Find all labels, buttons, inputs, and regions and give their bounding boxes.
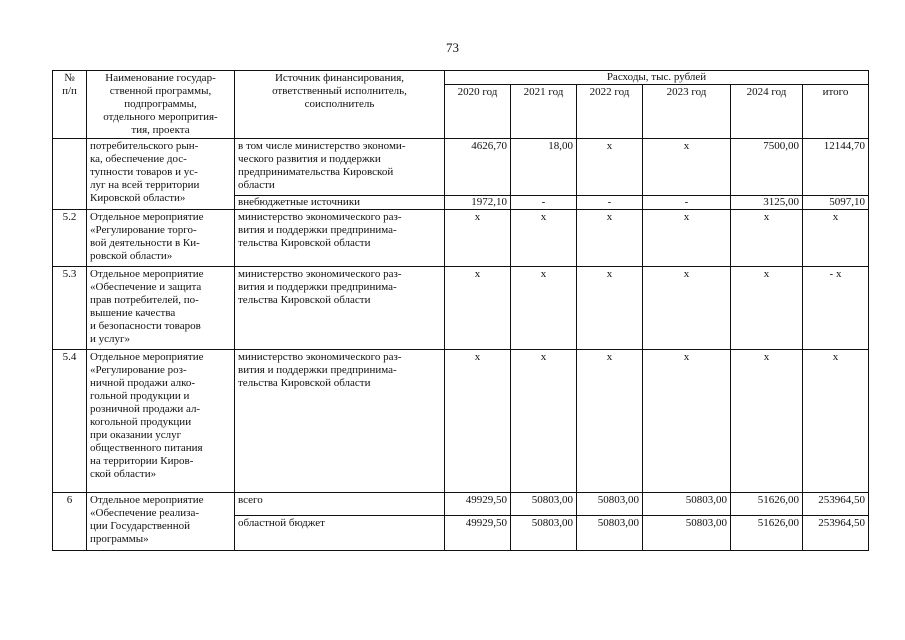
row-num: 5.2 — [53, 210, 87, 267]
cell-total: - x — [803, 267, 869, 350]
row-source: областной бюджет — [235, 516, 445, 551]
row-num — [53, 139, 87, 210]
row-name: потребительского рын- ка, обеспечение дос- тупности товаров и ус- луг на всей территории Кировской области» — [87, 139, 235, 210]
header-year-2020: 2020 год — [445, 85, 511, 139]
cell-2022: x — [577, 267, 643, 350]
table-row — [53, 350, 869, 493]
budget-table — [52, 70, 869, 551]
cell-2021: x — [511, 267, 577, 350]
cell-2022: x — [577, 139, 643, 196]
table-row — [53, 267, 869, 350]
row-source: министерство экономического раз- вития и поддержки предпринима- тельства Кировской области — [235, 210, 445, 267]
row-num: 5.4 — [53, 350, 87, 493]
table-row — [53, 210, 869, 267]
cell-total: 5097,10 — [803, 196, 869, 210]
header-year-2024: 2024 год — [731, 85, 803, 139]
header-year-2023: 2023 год — [643, 85, 731, 139]
cell-total: 253964,50 — [803, 516, 869, 551]
cell-2024: 3125,00 — [731, 196, 803, 210]
cell-2023: - — [643, 196, 731, 210]
cell-2020: 4626,70 — [445, 139, 511, 196]
header-name: Наименование государ- ственной программы, подпрограммы, отдельного меропрития- тия, проекта — [87, 71, 235, 139]
cell-2024: x — [731, 267, 803, 350]
cell-2022: x — [577, 350, 643, 493]
cell-2020: 49929,50 — [445, 516, 511, 551]
cell-2023: x — [643, 350, 731, 493]
cell-2021: 50803,00 — [511, 516, 577, 551]
cell-2022: 50803,00 — [577, 493, 643, 516]
cell-total: 253964,50 — [803, 493, 869, 516]
cell-total: 12144,70 — [803, 139, 869, 196]
cell-total: x — [803, 350, 869, 493]
cell-2023: x — [643, 267, 731, 350]
cell-2023: x — [643, 210, 731, 267]
cell-2021: x — [511, 350, 577, 493]
cell-2024: 51626,00 — [731, 493, 803, 516]
cell-2022: 50803,00 — [577, 516, 643, 551]
cell-2021: x — [511, 210, 577, 267]
cell-2020: x — [445, 210, 511, 267]
cell-2024: x — [731, 350, 803, 493]
row-name: Отдельное мероприятие «Регулирование роз- ничной продажи алко- гольной продукции и розничной продажи ал- когольной продукции при оказании услуг общественного питания на территории Киров- ской области» — [87, 350, 235, 493]
cell-2021: - — [511, 196, 577, 210]
cell-2023: 50803,00 — [643, 516, 731, 551]
cell-total: x — [803, 210, 869, 267]
row-source: министерство экономического раз- вития и поддержки предпринима- тельства Кировской области — [235, 267, 445, 350]
header-source: Источник финансирования, ответственный исполнитель, соисполнитель — [235, 71, 445, 139]
cell-2023: 50803,00 — [643, 493, 731, 516]
cell-2021: 18,00 — [511, 139, 577, 196]
row-name: Отдельное мероприятие «Обеспечение и защита прав потребителей, по- вышение качества и безопасности товаров и услуг» — [87, 267, 235, 350]
page-number: 73 — [446, 40, 459, 55]
cell-2020: x — [445, 350, 511, 493]
row-source: министерство экономического раз- вития и поддержки предпринима- тельства Кировской области — [235, 350, 445, 493]
cell-2020: 1972,10 — [445, 196, 511, 210]
cell-2023: x — [643, 139, 731, 196]
header-year-2022: 2022 год — [577, 85, 643, 139]
header-expenses: Расходы, тыс. рублей — [445, 71, 869, 85]
cell-2020: x — [445, 267, 511, 350]
cell-2022: - — [577, 196, 643, 210]
table-row — [53, 493, 869, 516]
row-name: Отдельное мероприятие «Обеспечение реализа- ции Государственной программы» — [87, 493, 235, 551]
row-source: внебюджетные источники — [235, 196, 445, 210]
cell-2024: 7500,00 — [731, 139, 803, 196]
cell-2020: 49929,50 — [445, 493, 511, 516]
cell-2021: 50803,00 — [511, 493, 577, 516]
header-total: итого — [803, 85, 869, 139]
header-row-1 — [53, 71, 869, 85]
row-num: 6 — [53, 493, 87, 551]
table-row — [53, 139, 869, 196]
header-year-2021: 2021 год — [511, 85, 577, 139]
cell-2022: x — [577, 210, 643, 267]
row-source: всего — [235, 493, 445, 516]
row-source: в том числе министерство экономи- ческого развития и поддержки предпринимательства Кировской области — [235, 139, 445, 196]
header-num: № п/п — [53, 71, 87, 139]
cell-2024: 51626,00 — [731, 516, 803, 551]
row-num: 5.3 — [53, 267, 87, 350]
row-name: Отдельное мероприятие «Регулирование торго- вой деятельности в Ки- ровской области» — [87, 210, 235, 267]
cell-2024: x — [731, 210, 803, 267]
